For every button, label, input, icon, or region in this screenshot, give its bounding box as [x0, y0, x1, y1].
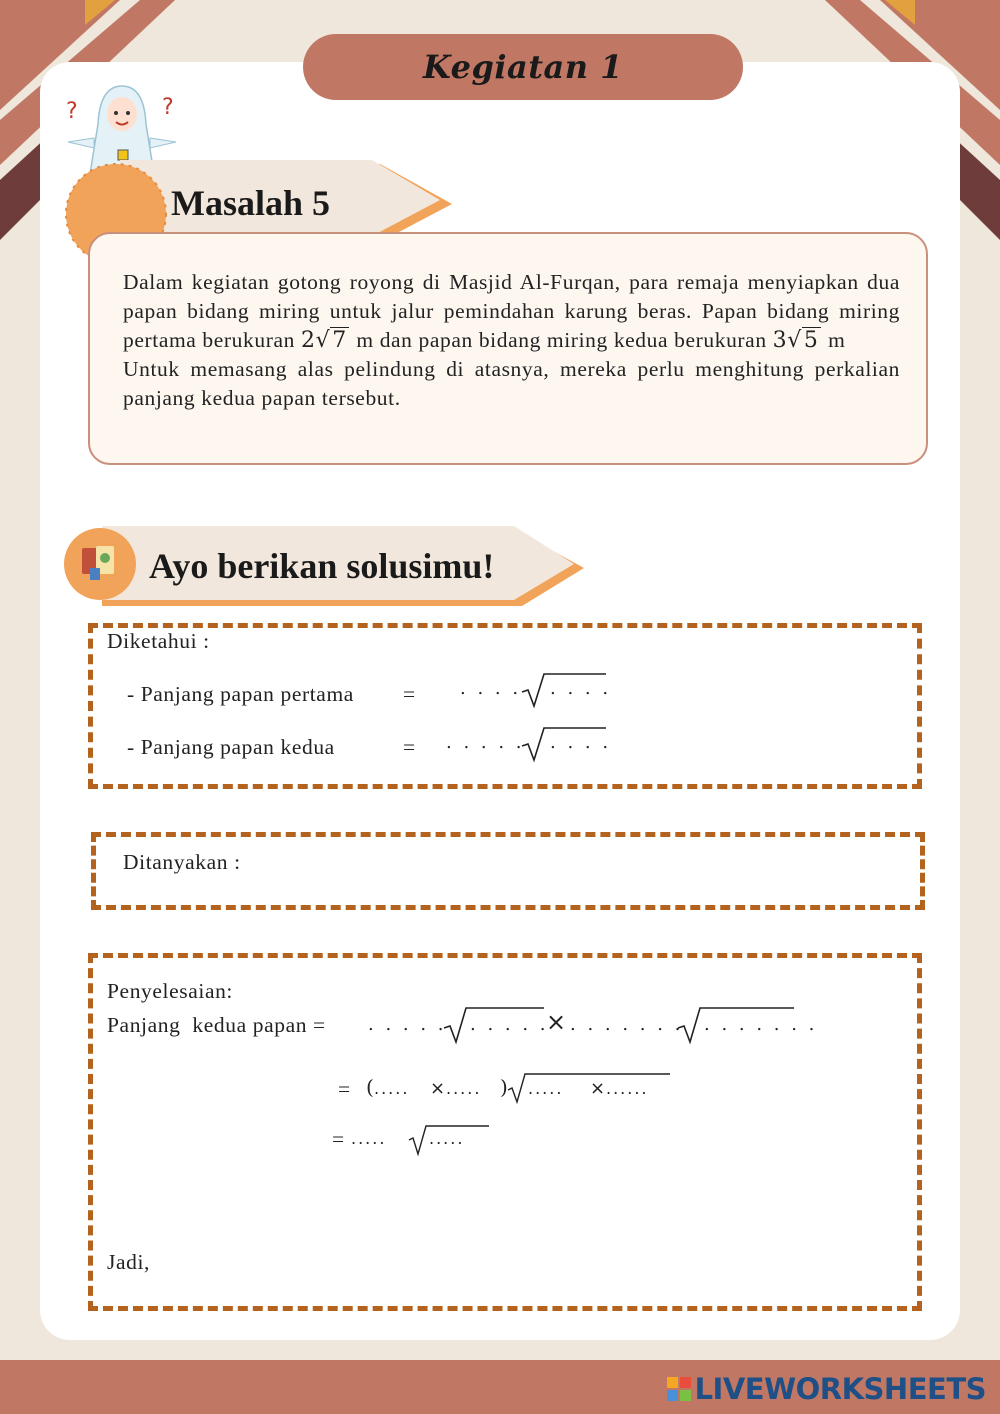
- svg-text:.....: .....: [374, 1079, 410, 1098]
- svg-text:. . . . . . .: . . . . . . .: [570, 1014, 684, 1035]
- svg-text:. . . . .: . . . . .: [446, 732, 525, 753]
- equals-sign: =: [332, 1127, 345, 1151]
- svg-text:×: ×: [430, 1078, 446, 1099]
- solution-title: Ayo berikan solusimu!: [149, 546, 495, 586]
- svg-text:.....: .....: [446, 1079, 482, 1098]
- answer-blank-multiply-expression[interactable]: [366, 1000, 818, 1051]
- solution-line-1-label: Panjang kedua papan =: [107, 1013, 326, 1037]
- svg-text:. . . .: . . . .: [550, 732, 612, 753]
- radicand-second: 5: [803, 328, 819, 353]
- problem-line-2: m dan papan bidang miring kedua berukuran: [356, 328, 767, 352]
- problem-line-3: Untuk memasang alas pelindung di atasnya, mereka perlu menghitung perkalian panjang kedua papan tersebut.: [123, 357, 900, 410]
- answer-blank-grouped-expression[interactable]: [364, 1064, 676, 1115]
- radicand-first: 7: [332, 328, 347, 353]
- answer-blank-second-board[interactable]: [444, 722, 610, 771]
- svg-text:?: ?: [66, 99, 78, 124]
- svg-text:. . . .: . . . .: [460, 678, 522, 699]
- coef-second: 3: [772, 328, 788, 353]
- unit-label: m: [828, 328, 846, 352]
- problem-text: [123, 268, 900, 413]
- coef-first: 2: [300, 328, 316, 353]
- conclusion-label: Jadi,: [107, 1250, 151, 1274]
- svg-text:×: ×: [546, 1008, 567, 1036]
- equals-sign: =: [338, 1077, 351, 1101]
- known-label: Diketahui :: [107, 629, 210, 653]
- equals-sign: =: [403, 682, 416, 706]
- brand-grid-icon: [667, 1377, 691, 1401]
- svg-text:): ): [500, 1075, 508, 1099]
- asked-label: Ditanyakan :: [123, 850, 241, 874]
- svg-text:×: ×: [590, 1078, 606, 1099]
- svg-text:.....: .....: [429, 1129, 465, 1148]
- math-second-board: 3√5: [772, 328, 819, 353]
- solution-label: Penyelesaian:: [107, 979, 234, 1003]
- svg-text:?: ?: [162, 95, 174, 120]
- activity-title: Kegiatan 1: [423, 48, 623, 86]
- asked-answer-field[interactable]: [270, 846, 900, 886]
- svg-text:. . . . .: . . . . .: [470, 1014, 549, 1035]
- answer-blank-first-board[interactable]: [458, 668, 610, 717]
- known-item-first-board: - Panjang papan pertama: [127, 682, 354, 706]
- known-item-second-board: - Panjang papan kedua: [127, 735, 335, 759]
- svg-text:......: ......: [606, 1079, 649, 1098]
- brand-name: LIVEWORKSHEETS: [694, 1372, 986, 1406]
- equals-sign: =: [403, 735, 416, 759]
- conclusion-answer-field[interactable]: [160, 1246, 900, 1286]
- svg-text:.....: .....: [351, 1129, 387, 1148]
- svg-text:. . . .: . . . .: [550, 678, 612, 699]
- answer-blank-final-result[interactable]: [349, 1114, 495, 1165]
- activity-header: [303, 34, 743, 100]
- svg-text:. . . . .: . . . . .: [368, 1014, 447, 1035]
- svg-text:(: (: [366, 1075, 374, 1099]
- svg-text:. . . . . . .: . . . . . . .: [704, 1014, 818, 1035]
- problem-title: Masalah 5: [171, 183, 331, 223]
- problem-line-1: Dalam kegiatan gotong royong di Masjid Al-Furqan, para remaja menyiapkan dua papan bidang miring untuk jalur pemindahan karung beras. Papan bidang miring pertama berukuran: [123, 270, 900, 352]
- svg-text:.....: .....: [528, 1079, 564, 1098]
- math-first-board: 2√7: [300, 328, 347, 353]
- brand-logo[interactable]: [667, 1369, 986, 1409]
